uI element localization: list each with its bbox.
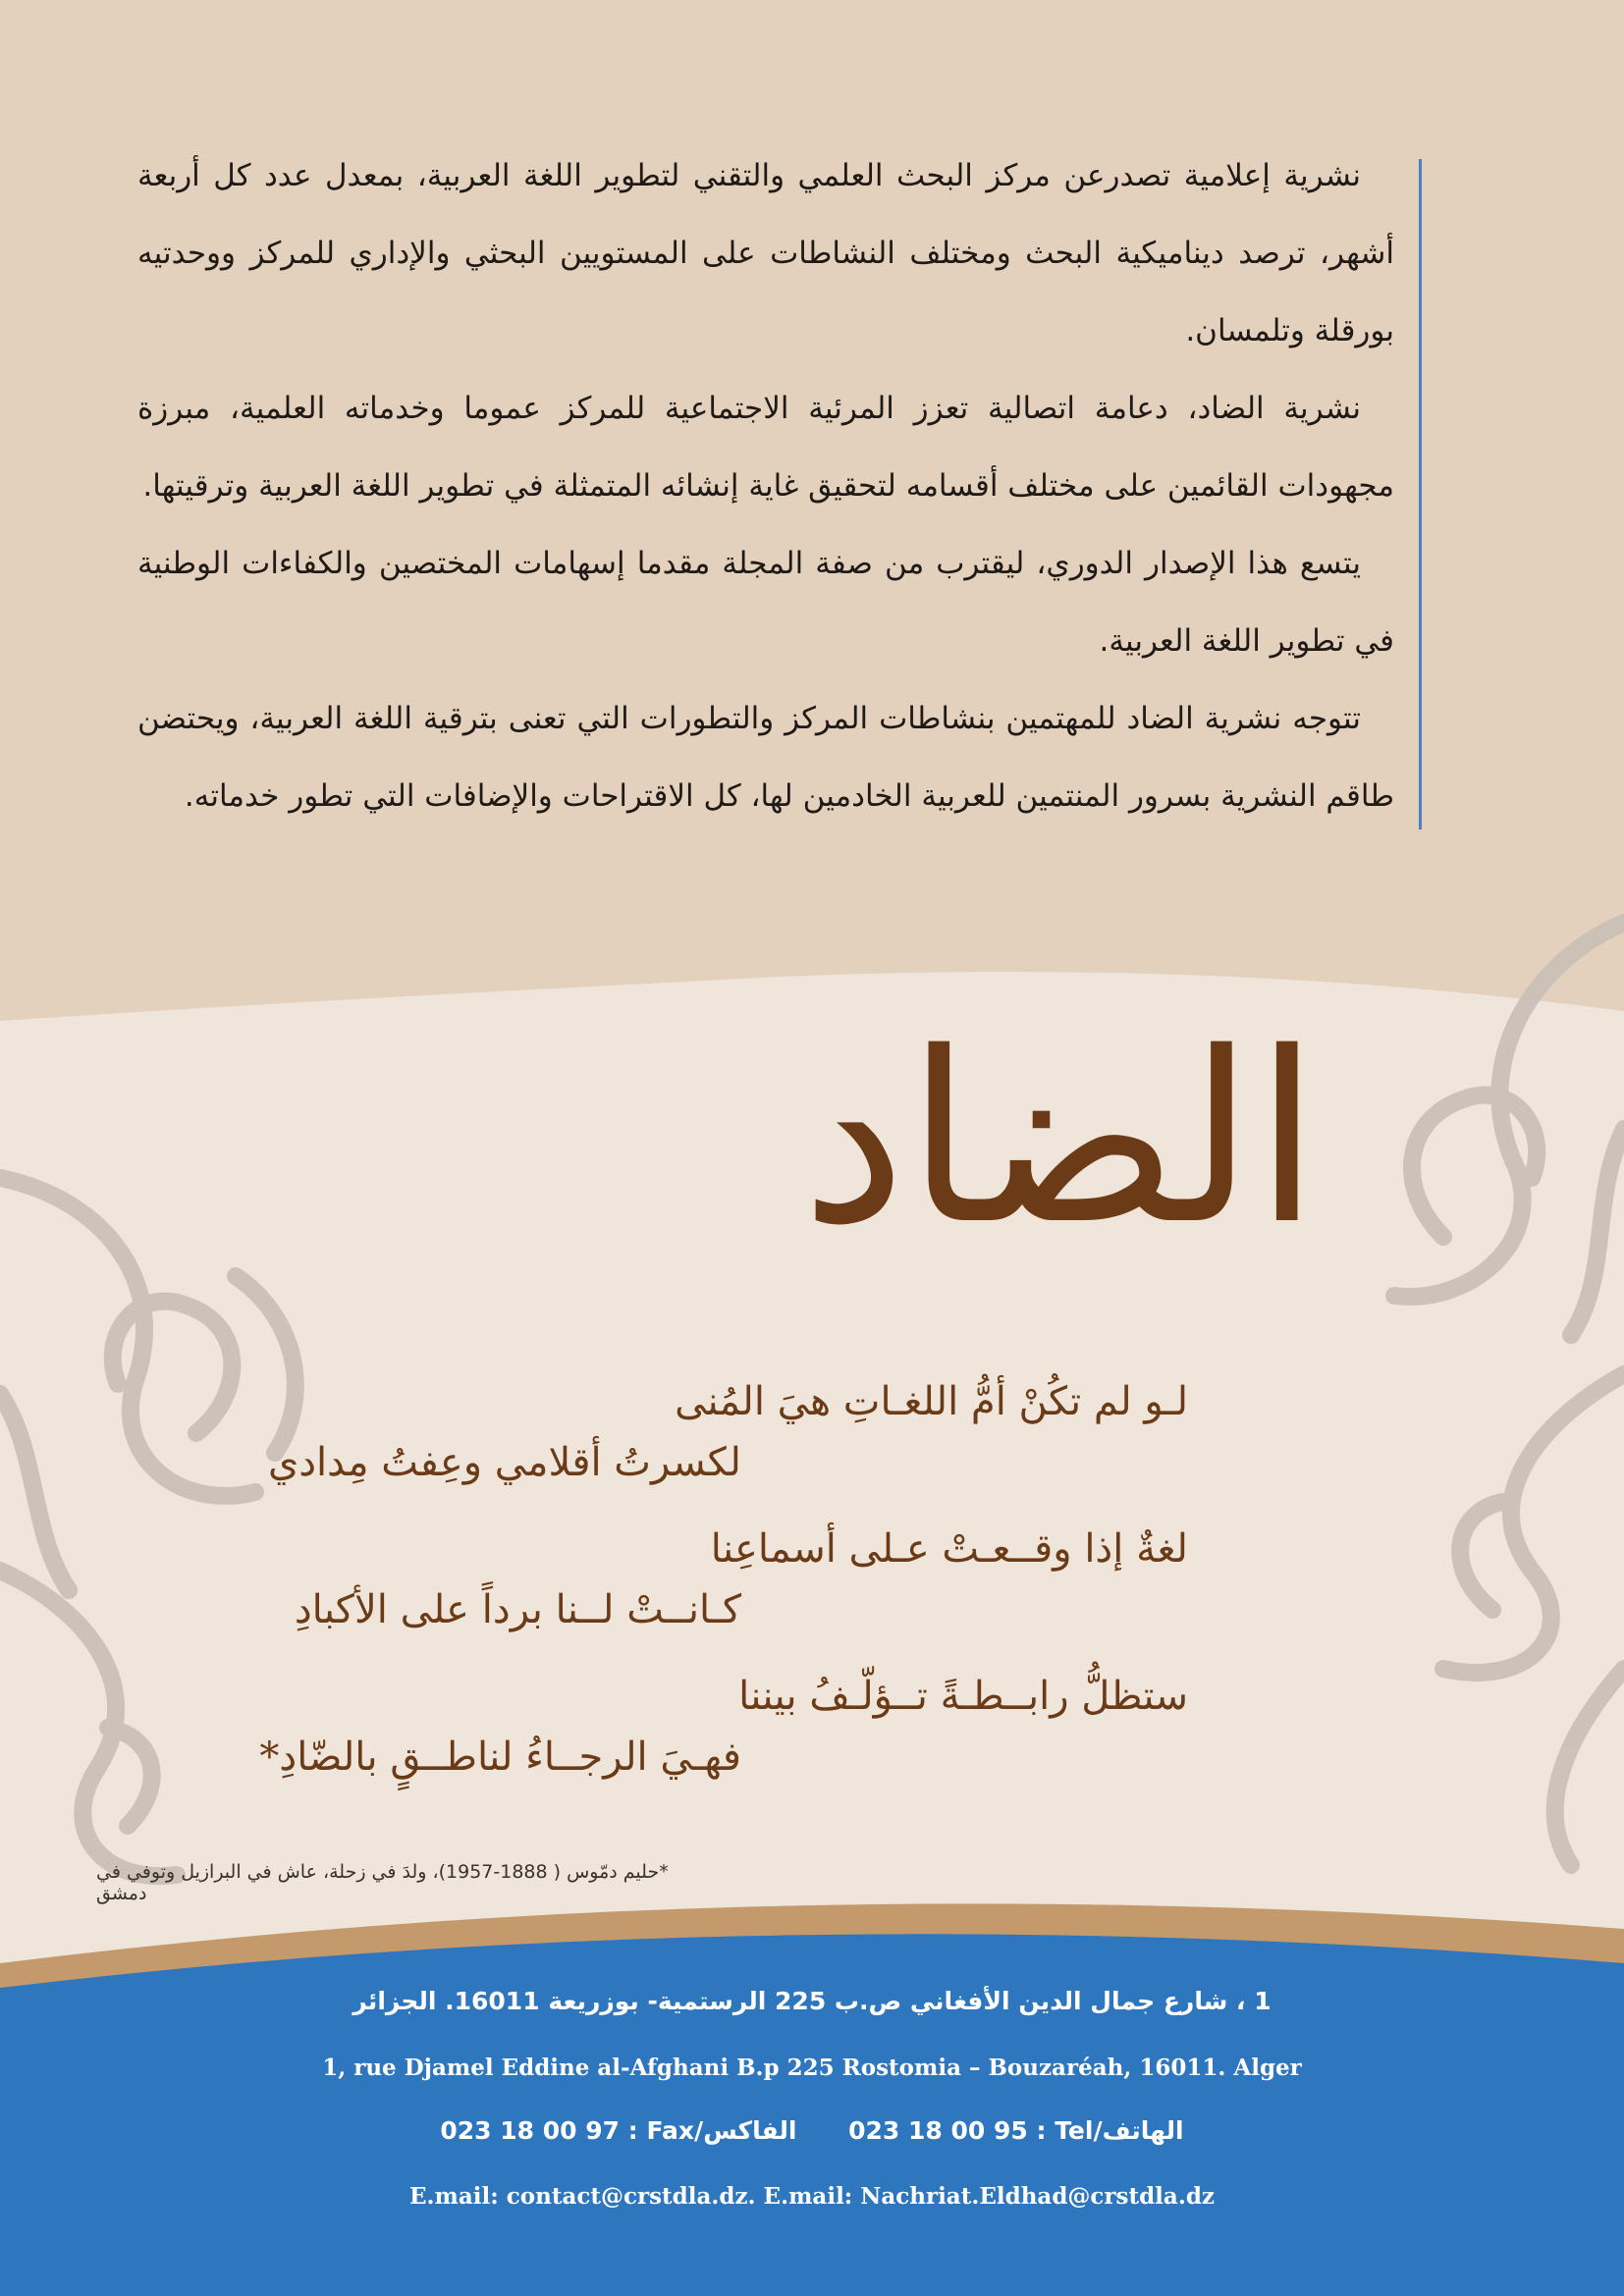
intro-paragraph: تتوجه نشرية الضاد للمهتمين بنشاطات المركز والتطورات التي تعنى بترقية اللغة العربية، ويحتضن طاقم النشرية بسرور المنتمين للعربية الخادمين لها، كل الاقتراحات والإضافات التي تطور خدماته. <box>137 701 1394 814</box>
tel-number: 023 18 00 95 : Tel/الهاتف <box>848 2116 1184 2145</box>
intro-text <box>137 137 1394 835</box>
poem-verse <box>275 1526 1188 1674</box>
phone-line <box>0 2116 1624 2145</box>
poem-verse <box>259 1674 1188 1821</box>
poem-hemistich-first: لـو لم تكُنْ أمُّ اللغـاتِ هيَ المُنى <box>675 1379 1188 1424</box>
poem-hemistich-second: كـانــتْ لــنا برداً على الأكبادِ <box>294 1587 741 1632</box>
poem-hemistich-first: ستظلُّ رابــطـةً تــؤلّـفُ بيننا <box>738 1674 1188 1719</box>
poem-footnote: *حليم دمّوس ( 1888-1957)، ولدَ في زحلة، عاش في البرازيل وتوفي في دمشق <box>96 1861 669 1904</box>
poem-hemistich-second: فهـيَ الرجــاءُ لناطــقٍ بالضّادِ* <box>259 1735 741 1780</box>
poem-hemistich-second: لكسرتُ أقلامي وعِفتُ مِدادي <box>267 1440 741 1485</box>
poem <box>259 1379 1188 1821</box>
intro-paragraph: يتسع هذا الإصدار الدوري، ليقترب من صفة المجلة مقدما إسهامات المختصين والكفاءات الوطنية في تطوير اللغة العربية. <box>137 546 1394 659</box>
publication-title: الضاد <box>801 1001 1320 1276</box>
poem-verse <box>267 1379 1188 1526</box>
intro-paragraph: نشرية إعلامية تصدرعن مركز البحث العلمي والتقني لتطوير اللغة العربية، بمعدل عدد كل أربعة أشهر، ترصد ديناميكية البحث ومختلف النشاطات على المستويين البحثي والإداري للمركز ووحدتيه بورقلة وتلمسان. <box>137 158 1394 348</box>
intro-vertical-rule <box>1419 159 1422 829</box>
intro-paragraph: نشرية الضاد، دعامة اتصالية تعزز المرئية الاجتماعية للمركز عموما وخدماته العلمية، مبرزة مجهودات القائمين على مختلف أقسامه لتحقيق غاية إنشائه المتمثلة في تطوير اللغة العربية وترقيتها. <box>137 391 1394 504</box>
address-french: 1, rue Djamel Eddine al-Afghani B.p 225 Rostomia – Bouzaréah, 16011. Alger <box>322 2055 1302 2081</box>
address-arabic: 1 ، شارع جمال الدين الأفغاني ص.ب 225 الرستمية- بوزريعة 16011. الجزائر <box>352 1987 1272 2015</box>
fax-number: 023 18 00 97 : Fax/الفاكس <box>440 2116 797 2145</box>
email-line[interactable]: E.mail: contact@crstdla.dz. E.mail: Nachriat.Eldhad@crstdla.dz <box>409 2183 1215 2210</box>
poem-hemistich-first: لغةٌ إذا وقــعـتْ عـلى أسماعِنا <box>710 1526 1188 1572</box>
